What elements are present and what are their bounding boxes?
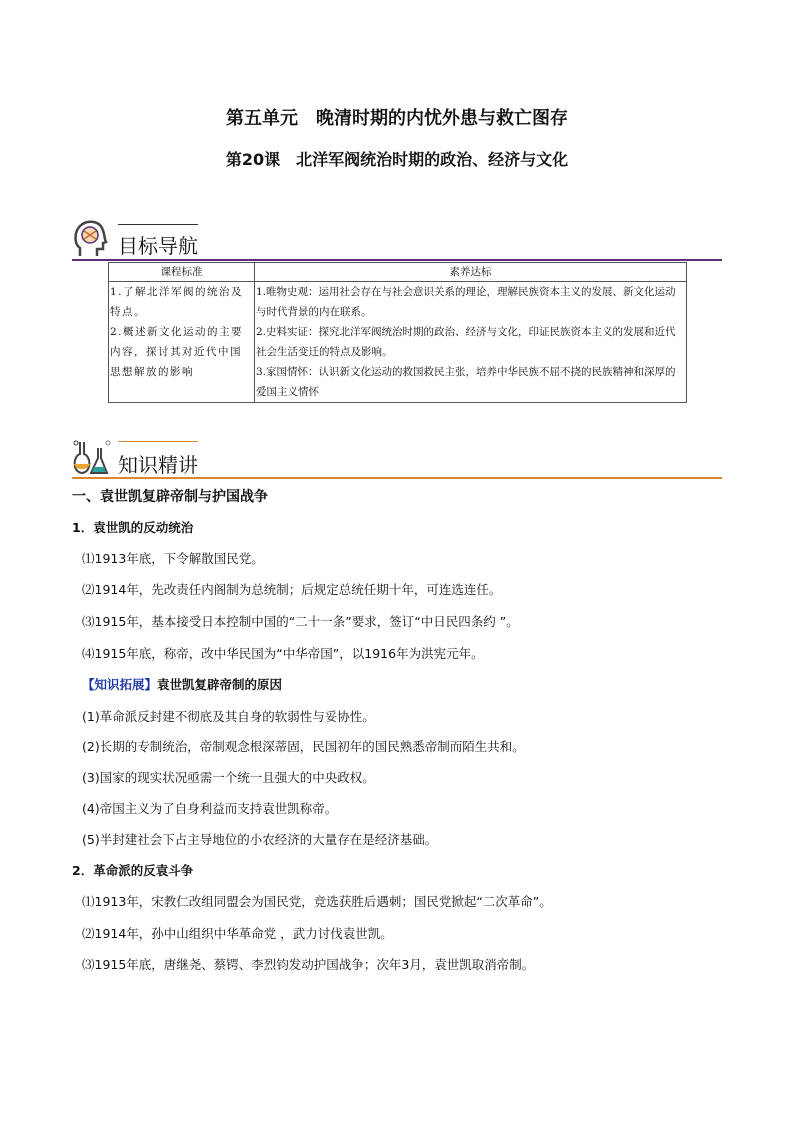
list-item: ⑵1914年，孙中山组织中华革命党 ，武力讨伐袁世凯。 (82, 926, 393, 941)
subheading: 1．袁世凯的反动统治 (72, 520, 194, 535)
table-cell: 2.概述新文化运动的主要内容，探讨其对近代中国思想解放的影响 (110, 326, 244, 378)
list-item: ⑴1913年，宋教仁改组同盟会为国民党，竞选获胜后遇刺；国民党掀起“二次革命”。 (82, 894, 552, 909)
lab-flask-icon (72, 438, 112, 476)
list-item: (2)长期的专制统治，帝制观念根深蒂固，民国初年的国民熟悉帝制而陌生共和。 (82, 739, 525, 754)
divider (118, 441, 198, 442)
list-item: ⑶1915年，基本接受日本控制中国的“二十一条”要求，签订“中日民四条约 ”。 (82, 614, 519, 629)
list-item: ⑶1915年底，唐继尧、蔡锷、李烈钧发动护国战争；次年3月，袁世凯取消帝制。 (82, 957, 535, 972)
section-heading: 一、袁世凯复辟帝制与护国战争 (72, 489, 268, 505)
table-header: 课程标准 (109, 263, 255, 282)
table-cell: 1.了解北洋军阀的统治及特点。 (110, 286, 244, 318)
extension-tag: 【知识拓展】 (82, 677, 158, 692)
subheading: 2．革命派的反袁斗争 (72, 863, 194, 878)
list-item: ⑵1914年，先改责任内阁制为总统制；后规定总统任期十年，可连选连任。 (82, 582, 502, 597)
brain-head-icon (72, 218, 108, 258)
section-title-knowledge: 知识精讲 (118, 453, 198, 477)
divider (72, 477, 722, 479)
table-cell: 1.唯物史观：运用社会存在与社会意识关系的理论，理解民族资本主义的发展、新文化运动与时代背景的内在联系。 (256, 286, 676, 318)
section-title-goals: 目标导航 (118, 234, 198, 258)
list-item: (4)帝国主义为了自身利益而支持袁世凯称帝。 (82, 801, 338, 816)
list-item: ⑴1913年底，下令解散国民党。 (82, 551, 264, 566)
list-item: (3)国家的现实状况亟需一个统一且强大的中央政权。 (82, 770, 375, 785)
extension-title: 袁世凯复辟帝制的原因 (157, 677, 283, 692)
divider (118, 224, 198, 225)
goals-table (108, 262, 687, 403)
lesson-title: 第20课 北洋军阀统治时期的政治、经济与文化 (225, 150, 569, 169)
table-header: 素养达标 (255, 263, 687, 282)
list-item: (1)革命派反封建不彻底及其自身的软弱性与妥协性。 (82, 709, 375, 724)
unit-title: 第五单元 晚清时期的内忧外患与救亡图存 (226, 108, 568, 129)
list-item: (5)半封建社会下占主导地位的小农经济的大量存在是经济基础。 (82, 832, 438, 847)
knowledge-extension (82, 675, 282, 693)
list-item: ⑷1915年底，称帝，改中华民国为“中华帝国”，以1916年为洪宪元年。 (82, 646, 484, 661)
table-cell: 3.家国情怀：认识新文化运动的救国救民主张，培养中华民族不屈不挠的民族精神和深厚的爱国主义情怀 (256, 366, 676, 398)
divider (72, 259, 722, 261)
table-cell: 2.史料实证：探究北洋军阀统治时期的政治、经济与文化，印证民族资本主义的发展和近代社会生活变迁的特点及影响。 (256, 326, 676, 358)
